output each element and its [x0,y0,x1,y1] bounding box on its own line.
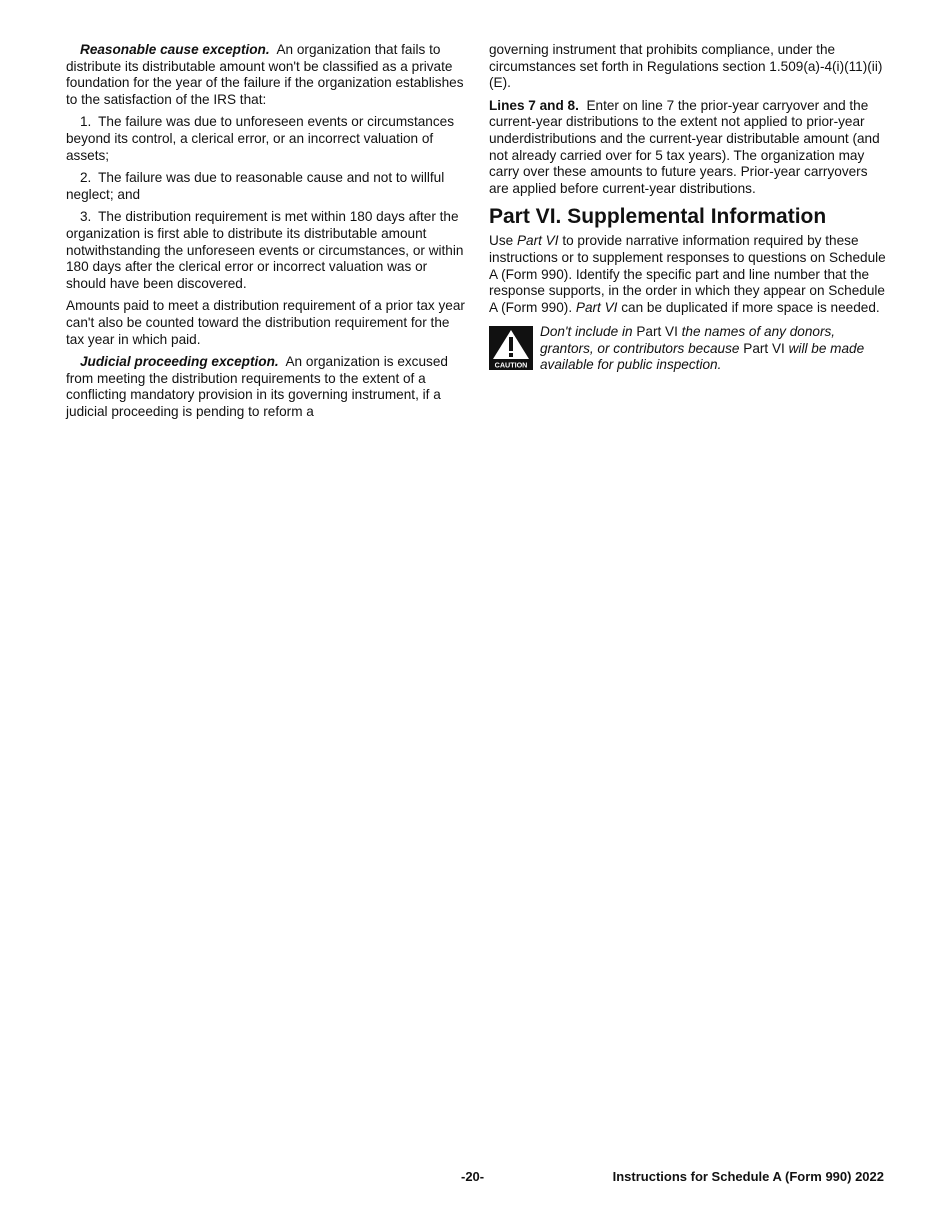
judicial-proceeding-heading: Judicial proceeding exception. [80,354,279,370]
list-item-3: 3. The distribution requirement is met within 180 days after the organization is first able to distribute its distributable amount notwithstanding the unforeseen events or circumstances, or within 180 days after the clerical error or incorrect valuation was or should have been discovered. [66,209,464,291]
page-number: -20- [461,1169,485,1184]
caution-text [540,324,889,373]
document-title: Instructions for Schedule A (Form 990) 2022 [612,1169,884,1184]
part-vi-text-a: Use [489,233,514,249]
part-vi-heading: Part VI. Supplemental Information [489,205,827,229]
judicial-proceeding-paragraph [66,354,466,420]
list-item-2: 2. The failure was due to reasonable cause and not to willful neglect; and [66,170,445,202]
caution-icon-label: CAUTION [494,360,528,370]
reasonable-cause-heading: Reasonable cause exception. [80,42,270,57]
part-vi-text-e: can be duplicated if more space is needed. [621,299,880,315]
right-column [489,42,889,374]
caution-part-ref-2: Part VI [743,340,785,356]
caution-text-5: will be made available for public inspection. [540,340,865,373]
lines-7-8-heading: Lines 7 and 8. [489,97,579,113]
lines-7-8-paragraph [489,98,889,198]
part-vi-text-c: to provide narrative information required by these instructions or to supplement responses to questions on Schedule A (Form 990). Identify the specific part and line number that the response supports, in the order in which they appear on Schedule A (Form 990). [489,233,886,315]
reasonable-cause-paragraph [66,42,466,108]
part-vi-ref-1: Part VI [516,233,559,249]
prior-year-paragraph: Amounts paid to meet a distribution requirement of a prior tax year can't also be counted toward the distribution requirement for the tax year in which paid. [66,298,465,347]
part-vi-ref-2: Part VI [575,299,618,315]
reasonable-cause-text: An organization that fails to distribute its distributable amount won't be classified as a private foundation for the year of the failure if the organization establishes to the satisfaction of the IRS that: [66,42,464,107]
caution-text-3: the names of any donors, grantors, or contributors because [540,324,836,356]
part-vi-paragraph [489,233,889,316]
caution-part-ref-1: Part VI [636,324,678,340]
lines-7-8-text: Enter on line 7 the prior-year carryover and the current-year distributions to the extent not applied to prior-year underdistributions and the current-year distributable amount (and not already carried over for 5 tax years). The organization may carry over these amounts to future years. Prior-year carryovers are applied before current-year distributions. [489,97,880,196]
caution-icon [489,326,533,370]
caution-text-1: Don't include in [540,324,633,340]
caution-box [489,324,889,373]
left-column [66,42,466,426]
list-item-1: 1. The failure was due to unforeseen events or circumstances beyond its control, a clerical error, or an incorrect valuation of assets; [66,114,455,163]
judicial-proceeding-text: An organization is excused from meeting the distribution requirements to the extent of a conflicting mandatory provision in its governing instrument, if a judicial proceeding is pending to reform a [66,354,448,419]
governing-instrument-paragraph: governing instrument that prohibits compliance, under the circumstances set forth in Regulations section 1.509(a)-4(i)(11)(ii)(E). [489,42,883,91]
